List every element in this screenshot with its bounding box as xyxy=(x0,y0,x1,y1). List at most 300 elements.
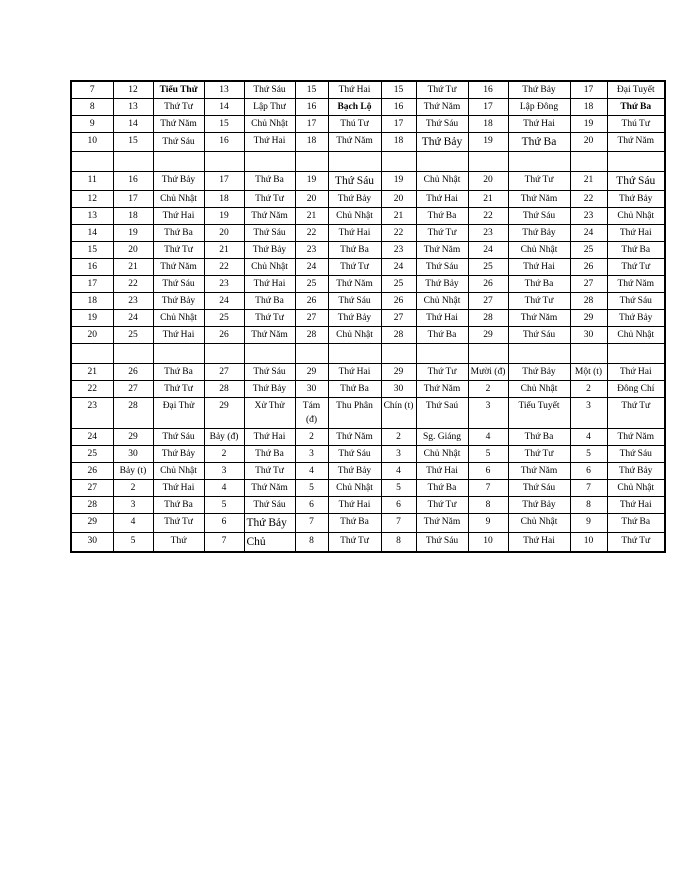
table-cell: Thứ Tư xyxy=(607,259,665,276)
table-cell: Thứ Sáu xyxy=(244,81,295,99)
table-row xyxy=(71,446,665,463)
table-cell: Thứ Tư xyxy=(153,381,204,398)
table-cell: 3 xyxy=(295,446,328,463)
table-cell: Thứ Ba xyxy=(508,276,570,293)
table-cell: Thứ Tư xyxy=(416,497,468,514)
table-row xyxy=(71,172,665,191)
table-cell xyxy=(204,344,244,364)
table-cell: 4 xyxy=(295,463,328,480)
table-cell: 6 xyxy=(381,497,416,514)
table-cell: 5 xyxy=(570,446,607,463)
table-cell: Chín (t) xyxy=(381,398,416,429)
table-row xyxy=(71,276,665,293)
table-cell: Thứ Hai xyxy=(153,480,204,497)
table-cell: 18 xyxy=(295,133,328,152)
table-cell xyxy=(508,344,570,364)
table-cell: Thứ Hai xyxy=(607,497,665,514)
table-cell: 24 xyxy=(468,242,508,259)
table-row xyxy=(71,497,665,514)
table-cell: Tiểu Tuyết xyxy=(508,398,570,429)
table-row xyxy=(71,480,665,497)
table-cell: Chủ xyxy=(244,533,295,553)
table-cell: 22 xyxy=(570,191,607,208)
table-cell: Tám (đ) xyxy=(295,398,328,429)
table-row xyxy=(71,381,665,398)
table-cell: Thứ Năm xyxy=(508,463,570,480)
table-cell: 7 xyxy=(570,480,607,497)
table-row xyxy=(71,259,665,276)
table-cell: 30 xyxy=(71,533,113,553)
table-cell: Thứ Bảy xyxy=(607,191,665,208)
table-cell: Thứ Ba xyxy=(328,381,381,398)
table-cell: 28 xyxy=(113,398,153,429)
table-cell: 12 xyxy=(113,81,153,99)
table-cell: 6 xyxy=(468,463,508,480)
table-cell: Thứ Sáu xyxy=(153,429,204,446)
table-cell: 25 xyxy=(468,259,508,276)
table-cell: Thứ Hai xyxy=(416,463,468,480)
table-cell: 2 xyxy=(113,480,153,497)
table-cell: Tiểu Thử xyxy=(153,81,204,99)
table-cell: Thứ Tư xyxy=(153,242,204,259)
table-cell: Thứ Năm xyxy=(416,99,468,116)
table-cell: 23 xyxy=(71,398,113,429)
table-cell: 29 xyxy=(570,310,607,327)
table-cell: Thứ Sáu xyxy=(244,225,295,242)
table-cell: 4 xyxy=(468,429,508,446)
table-cell: Thứ Sáu xyxy=(508,208,570,225)
table-cell: Thứ Saú xyxy=(416,398,468,429)
table-cell: 9 xyxy=(570,514,607,533)
table-cell: 17 xyxy=(113,191,153,208)
table-row xyxy=(71,429,665,446)
table-cell: Thứ Tư xyxy=(328,533,381,553)
table-cell: Thứ Bảy xyxy=(328,463,381,480)
table-cell: Thứ Sáu xyxy=(607,172,665,191)
table-cell: 24 xyxy=(570,225,607,242)
table-cell: 4 xyxy=(381,463,416,480)
table-cell: 20 xyxy=(113,242,153,259)
table-cell: 28 xyxy=(71,497,113,514)
table-cell xyxy=(468,152,508,172)
table-cell: Chủ Nhật xyxy=(328,327,381,344)
table-cell: Thứ Năm xyxy=(153,259,204,276)
table-cell: Thứ Tư xyxy=(508,172,570,191)
table-cell: Thứ Ba xyxy=(607,514,665,533)
calendar-body xyxy=(71,81,665,552)
table-cell xyxy=(71,344,113,364)
table-cell: Thứ Tư xyxy=(607,533,665,553)
table-cell: Thứ Bảy xyxy=(244,514,295,533)
table-cell: 26 xyxy=(204,327,244,344)
table-cell: Thú Tư xyxy=(328,116,381,133)
table-cell: 23 xyxy=(468,225,508,242)
table-cell: Thứ Bảy xyxy=(508,364,570,381)
table-cell: Thứ Hai xyxy=(328,81,381,99)
table-cell: 24 xyxy=(295,259,328,276)
table-cell: 24 xyxy=(71,429,113,446)
table-cell: 19 xyxy=(204,208,244,225)
table-cell: 13 xyxy=(113,99,153,116)
table-cell: Thứ Hai xyxy=(328,497,381,514)
table-cell: 27 xyxy=(204,364,244,381)
table-cell: 29 xyxy=(113,429,153,446)
table-cell: 10 xyxy=(468,533,508,553)
table-cell: 14 xyxy=(204,99,244,116)
table-cell xyxy=(416,344,468,364)
table-cell: Chủ Nhật xyxy=(416,172,468,191)
table-cell: 6 xyxy=(295,497,328,514)
table-cell: Bảy (đ) xyxy=(204,429,244,446)
table-cell xyxy=(113,344,153,364)
table-cell xyxy=(113,152,153,172)
table-cell: Bạch Lộ xyxy=(328,99,381,116)
table-cell: Thứ Sáu xyxy=(244,364,295,381)
table-cell: Thứ Sáu xyxy=(328,293,381,310)
table-cell: 19 xyxy=(570,116,607,133)
table-cell: Một (t) xyxy=(570,364,607,381)
table-cell: Thứ Ba xyxy=(153,225,204,242)
table-cell: 28 xyxy=(570,293,607,310)
table-cell: 16 xyxy=(295,99,328,116)
table-cell: Thứ Bảy xyxy=(508,225,570,242)
table-cell: 23 xyxy=(113,293,153,310)
table-cell: Thứ Tư xyxy=(244,310,295,327)
table-cell: Chủ Nhật xyxy=(607,327,665,344)
table-cell: 8 xyxy=(570,497,607,514)
table-cell: 20 xyxy=(204,225,244,242)
table-cell: 11 xyxy=(71,172,113,191)
table-cell: 24 xyxy=(113,310,153,327)
table-cell: 14 xyxy=(71,225,113,242)
table-cell: 17 xyxy=(570,81,607,99)
table-cell: Thứ Bảy xyxy=(244,381,295,398)
table-cell: 28 xyxy=(204,381,244,398)
table-cell: Thứ Năm xyxy=(416,381,468,398)
table-cell: Đông Chí xyxy=(607,381,665,398)
table-cell: 4 xyxy=(113,514,153,533)
table-row xyxy=(71,463,665,480)
table-cell xyxy=(508,152,570,172)
table-cell: Thứ Tư xyxy=(244,191,295,208)
table-cell: Đại Thử xyxy=(153,398,204,429)
table-cell: 22 xyxy=(468,208,508,225)
table-row xyxy=(71,242,665,259)
table-cell: Thứ Tư xyxy=(328,259,381,276)
table-cell: Thứ Ba xyxy=(416,208,468,225)
table-cell: 10 xyxy=(71,133,113,152)
table-cell: Thứ Bảy xyxy=(508,81,570,99)
table-cell: 19 xyxy=(468,133,508,152)
table-cell: Thứ Sáu xyxy=(607,446,665,463)
table-cell: 8 xyxy=(381,533,416,553)
table-cell: Chủ Nhật xyxy=(244,259,295,276)
table-cell: Chủ Nhật xyxy=(607,208,665,225)
table-cell: 25 xyxy=(295,276,328,293)
table-cell: Thứ Hai xyxy=(508,533,570,553)
table-cell: Chủ Nhật xyxy=(153,310,204,327)
table-cell: Thứ Bảy xyxy=(416,133,468,152)
table-cell: 30 xyxy=(570,327,607,344)
table-cell: 25 xyxy=(570,242,607,259)
table-cell: 23 xyxy=(570,208,607,225)
table-row xyxy=(71,327,665,344)
table-cell: Mười (đ) xyxy=(468,364,508,381)
table-cell: 25 xyxy=(381,276,416,293)
table-cell: 16 xyxy=(468,81,508,99)
table-cell: 16 xyxy=(71,259,113,276)
table-cell: 2 xyxy=(570,381,607,398)
table-cell xyxy=(468,344,508,364)
table-cell: Thứ Tư xyxy=(416,364,468,381)
table-cell: Thứ Ba xyxy=(607,242,665,259)
table-cell: 21 xyxy=(381,208,416,225)
table-cell: Thứ Hai xyxy=(153,327,204,344)
table-cell: Thứ Năm xyxy=(244,327,295,344)
table-cell: 7 xyxy=(204,533,244,553)
table-cell: Thứ Bảy xyxy=(607,310,665,327)
table-cell: Thú Tư xyxy=(607,116,665,133)
table-cell: Thứ Bảy xyxy=(607,463,665,480)
table-cell: 26 xyxy=(113,364,153,381)
table-cell: 16 xyxy=(381,99,416,116)
table-cell xyxy=(570,344,607,364)
table-cell: 26 xyxy=(570,259,607,276)
table-cell: Thứ Hai xyxy=(416,310,468,327)
table-cell: Chủ Nhật xyxy=(328,208,381,225)
table-cell: 5 xyxy=(295,480,328,497)
table-cell: Thứ Năm xyxy=(607,429,665,446)
table-row xyxy=(71,514,665,533)
table-cell: Thứ Hai xyxy=(508,259,570,276)
table-cell: 27 xyxy=(468,293,508,310)
table-cell: Thứ Ba xyxy=(508,133,570,152)
table-cell: 2 xyxy=(468,381,508,398)
table-cell: Thứ Ba xyxy=(607,99,665,116)
table-cell: 23 xyxy=(295,242,328,259)
table-cell: Thứ Năm xyxy=(607,276,665,293)
table-row xyxy=(71,310,665,327)
table-cell: 20 xyxy=(71,327,113,344)
table-cell: 7 xyxy=(381,514,416,533)
table-cell: 21 xyxy=(570,172,607,191)
table-cell: 25 xyxy=(71,446,113,463)
table-cell: Thứ Năm xyxy=(508,191,570,208)
table-cell xyxy=(244,344,295,364)
table-cell: Thứ Hai xyxy=(244,276,295,293)
table-cell: 15 xyxy=(71,242,113,259)
table-cell: Thứ Hai xyxy=(153,208,204,225)
table-cell: 12 xyxy=(71,191,113,208)
table-cell: Thứ Bảy xyxy=(508,497,570,514)
table-cell: 15 xyxy=(295,81,328,99)
table-cell: 4 xyxy=(570,429,607,446)
table-cell: 29 xyxy=(71,514,113,533)
table-cell: Thứ Hai xyxy=(416,191,468,208)
table-cell: 28 xyxy=(295,327,328,344)
table-cell: 22 xyxy=(381,225,416,242)
table-cell: Thứ Bảy xyxy=(328,191,381,208)
table-row xyxy=(71,116,665,133)
table-cell: Thứ Tư xyxy=(153,99,204,116)
table-cell: 28 xyxy=(381,327,416,344)
table-cell: Thứ Sáu xyxy=(508,327,570,344)
table-row xyxy=(71,293,665,310)
table-cell: Thứ Bảy xyxy=(416,276,468,293)
table-row xyxy=(71,364,665,381)
table-cell: Thứ Hai xyxy=(607,364,665,381)
table-cell: 26 xyxy=(468,276,508,293)
table-cell: 22 xyxy=(71,381,113,398)
table-cell xyxy=(71,152,113,172)
table-cell: Thứ Năm xyxy=(416,242,468,259)
table-cell: 13 xyxy=(71,208,113,225)
table-cell: 23 xyxy=(204,276,244,293)
table-row xyxy=(71,133,665,152)
table-cell: 21 xyxy=(468,191,508,208)
table-cell: 2 xyxy=(295,429,328,446)
table-cell: 15 xyxy=(113,133,153,152)
table-cell: Thứ Sáu xyxy=(416,259,468,276)
table-cell: 15 xyxy=(204,116,244,133)
table-cell: Thứ Ba xyxy=(244,446,295,463)
table-cell: 21 xyxy=(71,364,113,381)
table-cell: Thứ Bảy xyxy=(153,293,204,310)
table-cell: 8 xyxy=(71,99,113,116)
table-cell: Thứ Năm xyxy=(153,116,204,133)
table-cell: Thứ Sáu xyxy=(328,172,381,191)
table-cell: 17 xyxy=(381,116,416,133)
table-cell: 20 xyxy=(381,191,416,208)
table-cell xyxy=(607,152,665,172)
table-cell: Thứ Sáu xyxy=(153,276,204,293)
table-cell: Thứ Sáu xyxy=(153,133,204,152)
table-cell: 5 xyxy=(113,533,153,553)
table-cell xyxy=(295,344,328,364)
table-row xyxy=(71,99,665,116)
table-cell: 17 xyxy=(71,276,113,293)
table-cell: Thu Phân xyxy=(328,398,381,429)
table-cell: Thứ Năm xyxy=(244,208,295,225)
table-cell: Thứ Sáu xyxy=(607,293,665,310)
table-cell: 27 xyxy=(570,276,607,293)
table-cell: Thứ Ba xyxy=(328,242,381,259)
table-cell: Thứ Bảy xyxy=(328,310,381,327)
table-cell: 5 xyxy=(204,497,244,514)
table-cell xyxy=(416,152,468,172)
table-cell: Thứ Ba xyxy=(244,293,295,310)
table-cell: Chủ Nhật xyxy=(508,514,570,533)
table-cell: Thứ Sáu xyxy=(416,116,468,133)
table-cell: 27 xyxy=(295,310,328,327)
table-cell: 20 xyxy=(468,172,508,191)
table-cell: Lập Đông xyxy=(508,99,570,116)
table-row xyxy=(71,344,665,364)
table-cell: 16 xyxy=(113,172,153,191)
table-cell: 18 xyxy=(204,191,244,208)
table-cell: 18 xyxy=(468,116,508,133)
table-cell xyxy=(153,344,204,364)
table-cell: 30 xyxy=(113,446,153,463)
table-cell: Thứ Ba xyxy=(416,480,468,497)
table-cell: Thứ Hai xyxy=(244,429,295,446)
table-cell: Chủ Nhật xyxy=(607,480,665,497)
table-cell: Thứ Bảy xyxy=(153,446,204,463)
table-cell: Chủ Nhật xyxy=(416,446,468,463)
table-cell: 2 xyxy=(204,446,244,463)
table-cell: 27 xyxy=(71,480,113,497)
table-cell: 30 xyxy=(381,381,416,398)
table-cell: Xử Thử xyxy=(244,398,295,429)
table-cell: 29 xyxy=(295,364,328,381)
table-cell: Thứ Sáu xyxy=(508,480,570,497)
table-cell: Thứ xyxy=(153,533,204,553)
table-cell: Thứ Tư xyxy=(153,514,204,533)
table-cell: 10 xyxy=(570,533,607,553)
table-cell: Thứ Hai xyxy=(508,116,570,133)
table-cell: 7 xyxy=(295,514,328,533)
table-cell: 7 xyxy=(71,81,113,99)
table-cell: Thứ Tư xyxy=(416,225,468,242)
table-cell: 3 xyxy=(570,398,607,429)
table-cell: Đại Tuyết xyxy=(607,81,665,99)
table-cell: Chủ Nhật xyxy=(328,480,381,497)
table-cell: Thứ Tư xyxy=(244,463,295,480)
table-cell: 17 xyxy=(295,116,328,133)
table-cell: 19 xyxy=(113,225,153,242)
table-cell: Chủ Nhật xyxy=(153,463,204,480)
table-cell: 29 xyxy=(468,327,508,344)
table-cell: 9 xyxy=(468,514,508,533)
table-cell: 25 xyxy=(113,327,153,344)
table-cell xyxy=(607,344,665,364)
table-cell: Sg. Giáng xyxy=(416,429,468,446)
table-cell: 2 xyxy=(381,429,416,446)
table-cell: Thứ Ba xyxy=(416,327,468,344)
table-cell: 18 xyxy=(113,208,153,225)
table-cell: Thứ Sáu xyxy=(244,497,295,514)
table-cell: 21 xyxy=(204,242,244,259)
table-cell: 25 xyxy=(204,310,244,327)
table-cell: 27 xyxy=(381,310,416,327)
table-cell: Thứ Năm xyxy=(328,429,381,446)
table-cell: 19 xyxy=(71,310,113,327)
table-cell: 18 xyxy=(570,99,607,116)
table-cell xyxy=(381,344,416,364)
table-cell: Thứ Tư xyxy=(416,81,468,99)
table-cell: 24 xyxy=(204,293,244,310)
table-cell: 27 xyxy=(113,381,153,398)
table-cell: 30 xyxy=(295,381,328,398)
table-cell: 5 xyxy=(468,446,508,463)
table-cell: Thứ Tư xyxy=(508,446,570,463)
table-cell: 26 xyxy=(71,463,113,480)
table-cell: Thứ Năm xyxy=(416,514,468,533)
table-cell: Thứ Ba xyxy=(508,429,570,446)
table-row xyxy=(71,225,665,242)
table-cell xyxy=(328,344,381,364)
table-cell: Thứ Năm xyxy=(607,133,665,152)
table-row xyxy=(71,398,665,429)
table-cell: 23 xyxy=(381,242,416,259)
table-cell: 3 xyxy=(113,497,153,514)
table-cell: Chủ Nhật xyxy=(416,293,468,310)
table-cell: Thứ Hai xyxy=(244,133,295,152)
table-cell: 4 xyxy=(204,480,244,497)
table-cell: 5 xyxy=(381,480,416,497)
table-cell: Thứ Năm xyxy=(508,310,570,327)
table-row xyxy=(71,81,665,99)
